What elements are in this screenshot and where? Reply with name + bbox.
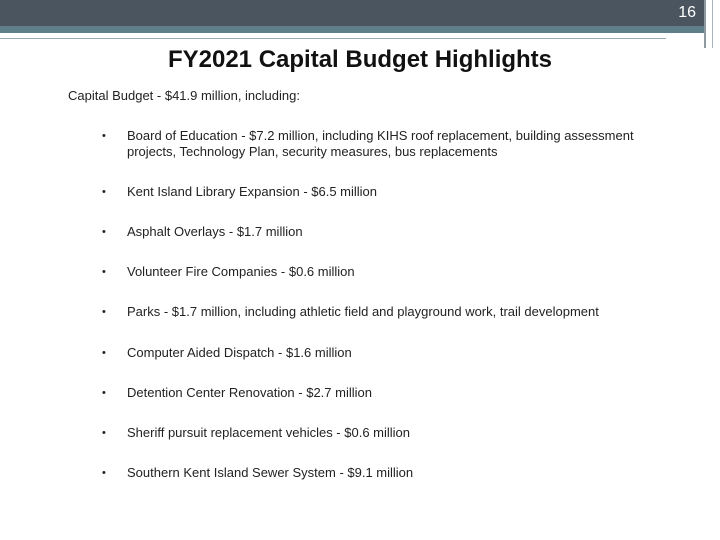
bullet-dot: • [102, 427, 106, 439]
bullet-text: Asphalt Overlays - $1.7 million [127, 224, 303, 239]
bullet-item [102, 304, 662, 320]
bullet-dot: • [102, 467, 106, 479]
budget-bullet-list [102, 128, 662, 505]
bullet-text: Sheriff pursuit replacement vehicles - $0.6 million [127, 425, 411, 440]
bullet-item [102, 345, 662, 361]
bullet-text: Computer Aided Dispatch - $1.6 million [127, 345, 352, 360]
bullet-text: Detention Center Renovation - $2.7 million [127, 385, 372, 400]
bullet-item [102, 465, 662, 481]
bullet-text: Southern Kent Island Sewer System - $9.1 million [127, 465, 414, 480]
bullet-dot: • [102, 226, 106, 238]
header-bar [0, 0, 704, 26]
bullet-item [102, 184, 662, 200]
bullet-dot: • [102, 186, 106, 198]
right-edge-rule-thin [712, 0, 713, 48]
bullet-item [102, 425, 662, 441]
bullet-item [102, 264, 662, 280]
header-accent-bar [0, 26, 704, 33]
bullet-dot: • [102, 130, 106, 142]
intro-text: Capital Budget - $41.9 million, including: [68, 88, 300, 103]
bullet-dot: • [102, 306, 106, 318]
header-divider [0, 38, 666, 39]
bullet-text: Board of Education - $7.2 million, including KIHS roof replacement, building assessment projects, Technology Plan, security measures, bus replacements [127, 128, 634, 159]
bullet-text: Volunteer Fire Companies - $0.6 million [127, 264, 355, 279]
slide-title: FY2021 Capital Budget Highlights [167, 46, 553, 73]
bullet-text: Parks - $1.7 million, including athletic field and playground work, trail development [127, 304, 599, 319]
bullet-item [102, 128, 662, 160]
bullet-dot: • [102, 347, 106, 359]
bullet-item [102, 224, 662, 240]
right-edge-rule [704, 0, 706, 48]
page-number: 16 [678, 4, 696, 21]
bullet-dot: • [102, 387, 106, 399]
bullet-text: Kent Island Library Expansion - $6.5 million [127, 184, 378, 199]
bullet-item [102, 385, 662, 401]
bullet-dot: • [102, 266, 106, 278]
